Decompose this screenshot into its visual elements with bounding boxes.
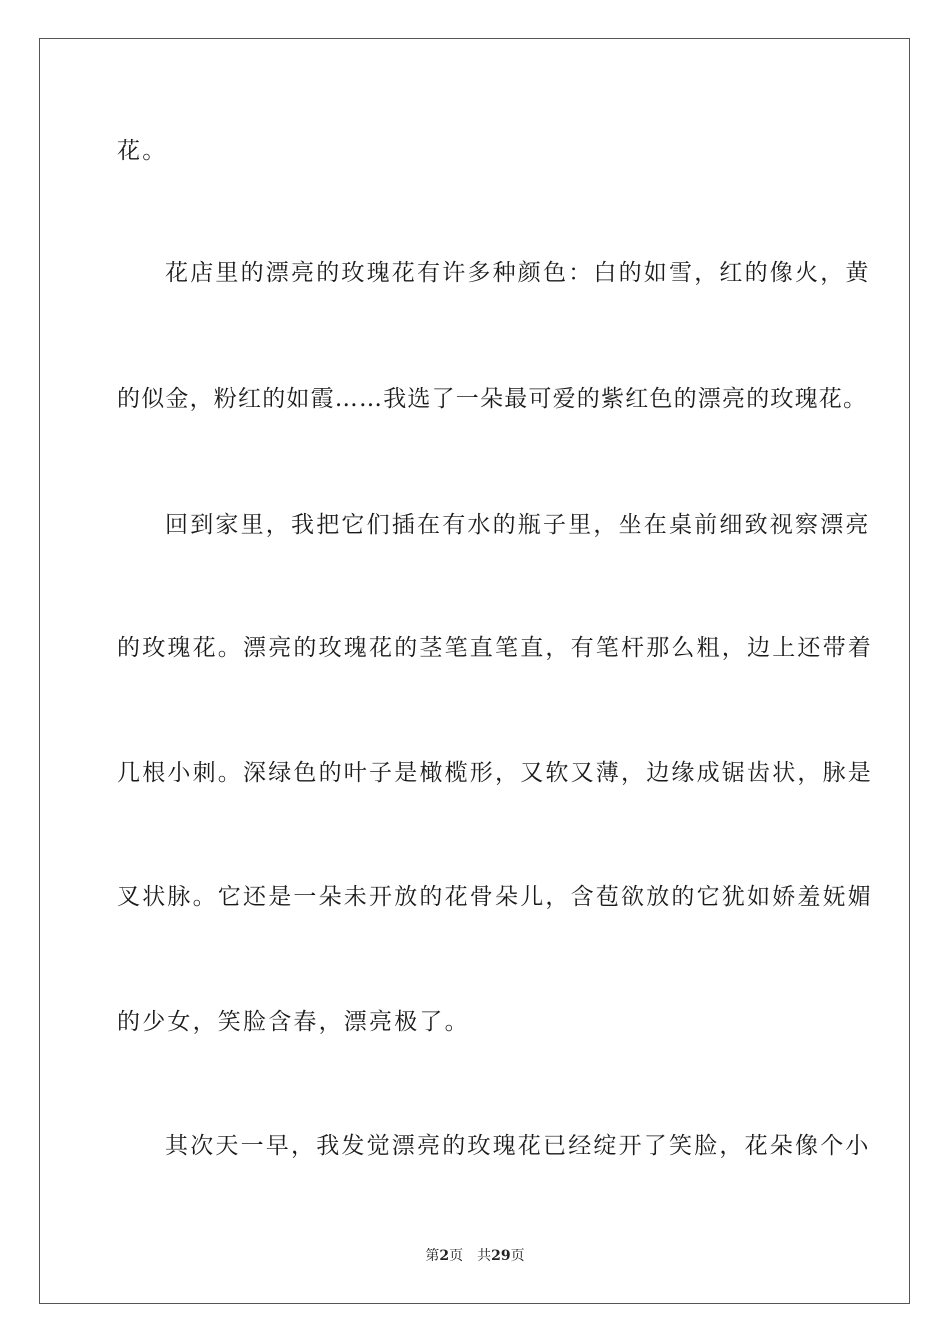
page-label-suffix: 页	[449, 1248, 464, 1264]
current-page-number: 2	[439, 1248, 450, 1264]
text-line: 叉状脉。它还是一朵未开放的花骨朵儿，含苞欲放的它犹如娇羞妩媚	[117, 884, 873, 910]
text-line: 花。	[117, 138, 168, 164]
page-footer	[0, 1246, 950, 1266]
text-line: 的似金，粉红的如霞……我选了一朵最可爱的紫红色的漂亮的玫瑰花。	[117, 386, 868, 412]
page-border	[39, 38, 910, 1304]
total-label-prefix: 共	[477, 1248, 492, 1264]
paragraph-start-line: 回到家里，我把它们插在有水的瓶子里，坐在桌前细致视察漂亮	[165, 512, 871, 538]
page-label-prefix: 第	[425, 1248, 440, 1264]
text-line: 的玫瑰花。漂亮的玫瑰花的茎笔直笔直，有笔杆那么粗，边上还带着	[117, 635, 873, 661]
paragraph-start-line: 花店里的漂亮的玫瑰花有许多种颜色：白的如雪，红的像火，黄	[165, 260, 871, 286]
text-line: 的少女，笑脸含春，漂亮极了。	[117, 1009, 470, 1035]
text-line: 几根小刺。深绿色的叶子是橄榄形，又软又薄，边缘成锯齿状，脉是	[117, 760, 873, 786]
paragraph-start-line: 其次天一早，我发觉漂亮的玫瑰花已经绽开了笑脸，花朵像个小	[165, 1133, 871, 1159]
total-label-suffix: 页	[510, 1248, 525, 1264]
total-page-count: 29	[491, 1248, 511, 1264]
